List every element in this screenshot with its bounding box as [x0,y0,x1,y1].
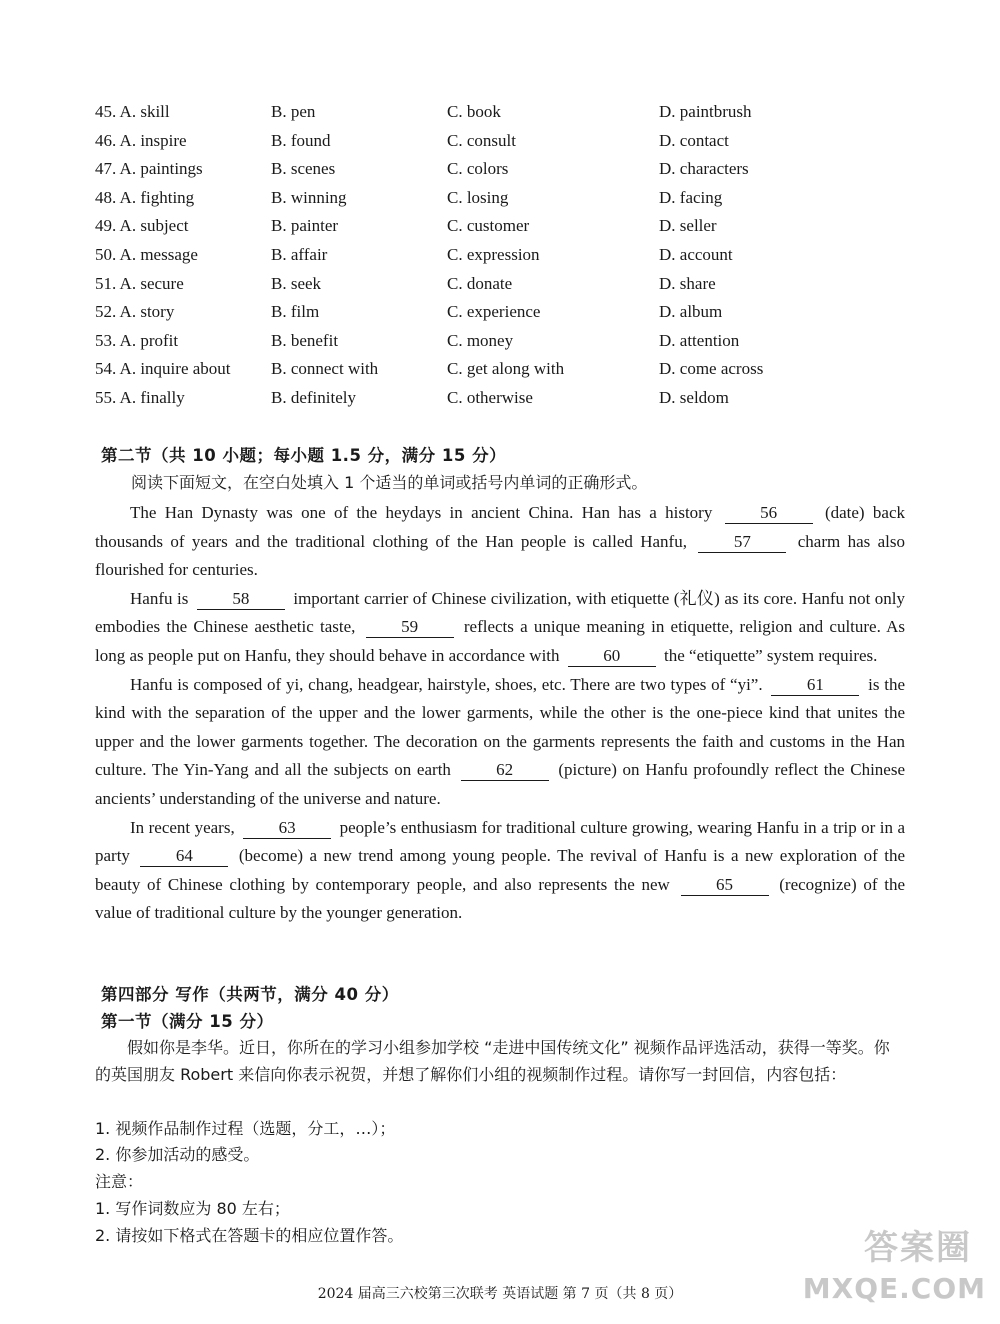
option-choice: D. account [659,244,733,264]
option-choice: B. seek [271,273,322,293]
note-2: 2. 请按如下格式在答题卡的相应位置作答。 [95,1226,404,1245]
prompt-item-2: 2. 你参加活动的感受。 [95,1145,260,1164]
option-choice: C. consult [447,130,516,150]
option-choice: C. losing [447,187,509,207]
text: In recent years, [130,817,235,837]
paragraph-2 [95,585,905,671]
paragraph-3 [95,671,905,814]
text: the “etiquette” system requires. [664,645,878,665]
option-row [95,214,915,243]
option-choice: 47. A. paintings [95,159,203,179]
option-row [95,157,915,186]
option-row [95,300,915,329]
option-choice: D. attention [659,330,740,350]
option-row [95,357,915,386]
option-row [95,329,915,358]
option-choice: B. affair [271,244,328,264]
option-choice: C. money [447,330,514,350]
text: Hanfu is composed of yi, chang, headgear, hairstyle, shoes, etc. There are two types of “yi”. [130,674,763,694]
option-row [95,272,915,301]
blank-61: 61 [771,675,859,696]
option-choice: D. contact [659,130,729,150]
section2-instruction: 阅读下面短文，在空白处填入 1 个适当的单词或括号内单词的正确形式。 [131,473,648,492]
option-choice: D. album [659,302,723,322]
option-choice: B. definitely [271,387,356,407]
blank-56: 56 [725,503,813,524]
passage [95,499,905,928]
option-choice: C. expression [447,244,540,264]
option-choice: 51. A. secure [95,273,184,293]
option-choice: 45. A. skill [95,102,170,121]
blank-58: 58 [197,589,285,610]
option-choice: D. paintbrush [659,102,752,121]
page-footer: 2024 届高三六校第三次联考 英语试题 第 7 页（共 8 页） [317,1286,683,1302]
option-choice: C. get along with [447,359,565,379]
note-label: 注意： [95,1172,144,1191]
blank-57: 57 [698,532,786,553]
options-table [95,100,915,415]
text: (picture) on Hanfu profoundly reflect the Chinese ancients’ understanding of the universe and nature. [95,760,906,808]
option-choice: B. winning [271,187,347,207]
option-choice: D. come across [659,359,764,379]
writing-prompt: 假如你是李华。近日，你所在的学习小组参加学校 “走进中国传统文化” 视频作品评选活动，获得一等奖。你的英国朋友 Robert 来信向你表示祝贺，并想了解你们小组的视频制作过程。请你写一封回信，内容包括： [95,1038,890,1084]
text: reflects a unique meaning in etiquette, religion and culture. As long as people put on Hanfu, they should behave in accordance with [95,617,906,665]
option-choice: 53. A. profit [95,330,179,350]
option-choice: 48. A. fighting [95,187,195,207]
option-choice: B. painter [271,216,339,236]
option-row [95,129,915,158]
part4-section1-title: 第一节（满分 15 分） [101,1012,274,1031]
option-choice: B. scenes [271,159,336,179]
text: (date) back thousands of years and the traditional clothing of the Han people is called Hanfu, [95,503,905,551]
option-choice: C. customer [447,216,530,236]
blank-59: 59 [366,617,454,638]
text: people’s enthusiasm for traditional culture growing, wearing Hanfu in a trip or in a party [95,817,905,866]
option-choice: C. experience [447,302,541,322]
section2-title: 第二节（共 10 小题；每小题 1.5 分，满分 15 分） [101,446,507,465]
blank-65: 65 [681,875,769,896]
option-choice: C. donate [447,273,513,293]
watermark-logo [802,1220,986,1316]
paragraph-1 [95,499,905,585]
option-choice: D. characters [659,159,749,179]
blank-62: 62 [461,760,549,781]
option-choice: C. book [447,102,501,121]
option-choice: B. pen [271,102,316,121]
prompt-item-1: 1. 视频作品制作过程（选题，分工，…）； [95,1119,396,1138]
option-choice: B. found [271,130,331,150]
option-choice: 52. A. story [95,302,175,322]
option-choice: D. facing [659,187,723,207]
option-choice: 50. A. message [95,244,198,264]
blank-64: 64 [140,846,228,867]
note-1: 1. 写作词数应为 80 左右； [95,1199,290,1218]
text: Hanfu is [130,588,189,608]
option-choice: C. otherwise [447,387,533,407]
option-choice: B. connect with [271,359,379,379]
watermark-bottom: MXQE.COM [802,1272,986,1305]
blank-60: 60 [568,646,656,667]
paragraph-4 [95,814,905,928]
option-choice: B. film [271,302,320,322]
option-choice: 49. A. subject [95,216,189,236]
option-choice: D. seldom [659,387,729,407]
text: The Han Dynasty was one of the heydays in ancient China. Han has a history [130,503,713,522]
blank-63: 63 [243,818,331,839]
option-row [95,100,915,129]
text: charm has also flourished for centuries. [95,531,905,580]
option-choice: 55. A. finally [95,387,185,407]
text: (recognize) of the value of traditional culture by the younger generation. [95,874,906,923]
option-row [95,386,915,415]
option-row [95,243,915,272]
text: important carrier of Chinese civilization, with etiquette (礼仪) as its core. Hanfu not only embodies the Chinese aesthetic taste, [95,588,906,637]
option-row [95,186,915,215]
watermark-top: 答案圈 [864,1228,972,1268]
option-choice: D. seller [659,216,717,236]
option-choice: B. benefit [271,330,339,350]
text: is the kind with the separation of the upper and the lower garments, while the other is the one-piece kind that unites the upper and the lower garments together. The decoration on the garments represents the faith and customs in the Han culture. The Yin-Yang and all the subjects on earth [95,674,906,780]
text: (become) a new trend among young people. The revival of Hanfu is a new exploration of the beauty of Chinese clothing by contemporary people, and also represents the new [95,846,906,894]
option-choice: C. colors [447,159,509,179]
part4-title: 第四部分 写作（共两节，满分 40 分） [101,985,399,1004]
option-choice: 54. A. inquire about [95,359,231,379]
option-choice: 46. A. inspire [95,130,187,150]
option-choice: D. share [659,273,716,293]
